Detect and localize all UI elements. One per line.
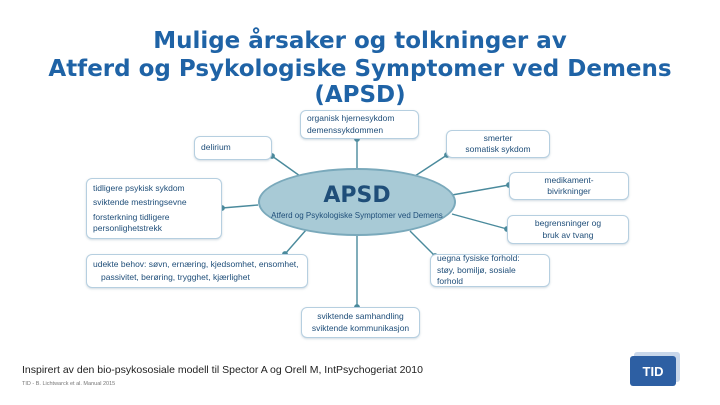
- edge-needs: [285, 230, 306, 254]
- hub-label: APSD: [323, 182, 391, 208]
- edge-psych: [222, 205, 258, 208]
- edge-limits: [452, 214, 507, 229]
- node-social: [301, 307, 420, 338]
- node-medication-line-1: medikament-: [544, 174, 594, 185]
- node-physical-line-1: uegna fysiske forhold:: [437, 253, 520, 264]
- node-psych-line-3: forsterkning tidligere: [93, 211, 170, 222]
- node-delirium: [194, 136, 272, 160]
- node-limits: [507, 215, 629, 244]
- node-medication-line-2: bivirkninger: [547, 186, 591, 196]
- apsd-hub: [258, 168, 456, 236]
- node-physical-line-2: støy, bomiljø, sosiale forhold: [437, 264, 516, 287]
- node-pain-line-2: somatisk sykdom: [465, 144, 531, 154]
- node-psych-line-4: personlighetstrekk: [93, 223, 162, 233]
- node-social-line-2: sviktende kommunikasjon: [311, 322, 410, 333]
- node-organic: [300, 110, 419, 139]
- edge-physical: [410, 231, 435, 256]
- edge-delirium: [272, 156, 300, 176]
- node-psych: [86, 178, 222, 239]
- footer-credit: TID - B. Lichtwarck et al. Manual 2015: [22, 381, 116, 387]
- edge-medication: [452, 185, 509, 195]
- node-needs-line-2: passivitet, berøring, trygghet, kjærlighet: [101, 272, 250, 282]
- node-physical: [430, 254, 550, 287]
- source-caption: Inspirert av den bio-psykososiale modell til Spector A og Orell M, IntPsychogeriat 2010: [22, 364, 423, 376]
- node-limits-line-2: bruk av tvang: [542, 229, 594, 240]
- edge-pain: [415, 155, 447, 176]
- node-pain-line-1: smerter: [483, 132, 513, 143]
- title-line-1: Mulige årsaker og tolkninger av: [153, 28, 567, 54]
- node-social-line-1: sviktende samhandling: [317, 311, 404, 321]
- node-psych-line-1: tidligere psykisk sykdom: [93, 182, 185, 193]
- node-medication: [509, 172, 629, 200]
- node-needs-line-1: udekte behov: søvn, ernæring, kjedsomhet, ensomhet,: [93, 258, 299, 269]
- node-pain: [446, 130, 550, 158]
- node-organic-line-1: organisk hjernesykdom: [307, 113, 395, 123]
- node-organic-line-2: demenssykdommen: [307, 124, 384, 135]
- node-delirium-line-1: delirium: [201, 142, 231, 153]
- title-line-2: Atferd og Psykologiske Symptomer ved Demens (APSD): [48, 56, 672, 108]
- tid-logo: TID: [630, 356, 676, 386]
- node-needs: [86, 254, 308, 288]
- hub-sublabel: Atferd og Psykologiske Symptomer ved Demens: [271, 210, 443, 220]
- node-psych-line-2: sviktende mestringsevne: [93, 197, 187, 207]
- node-limits-line-1: begrensninger og: [534, 218, 602, 228]
